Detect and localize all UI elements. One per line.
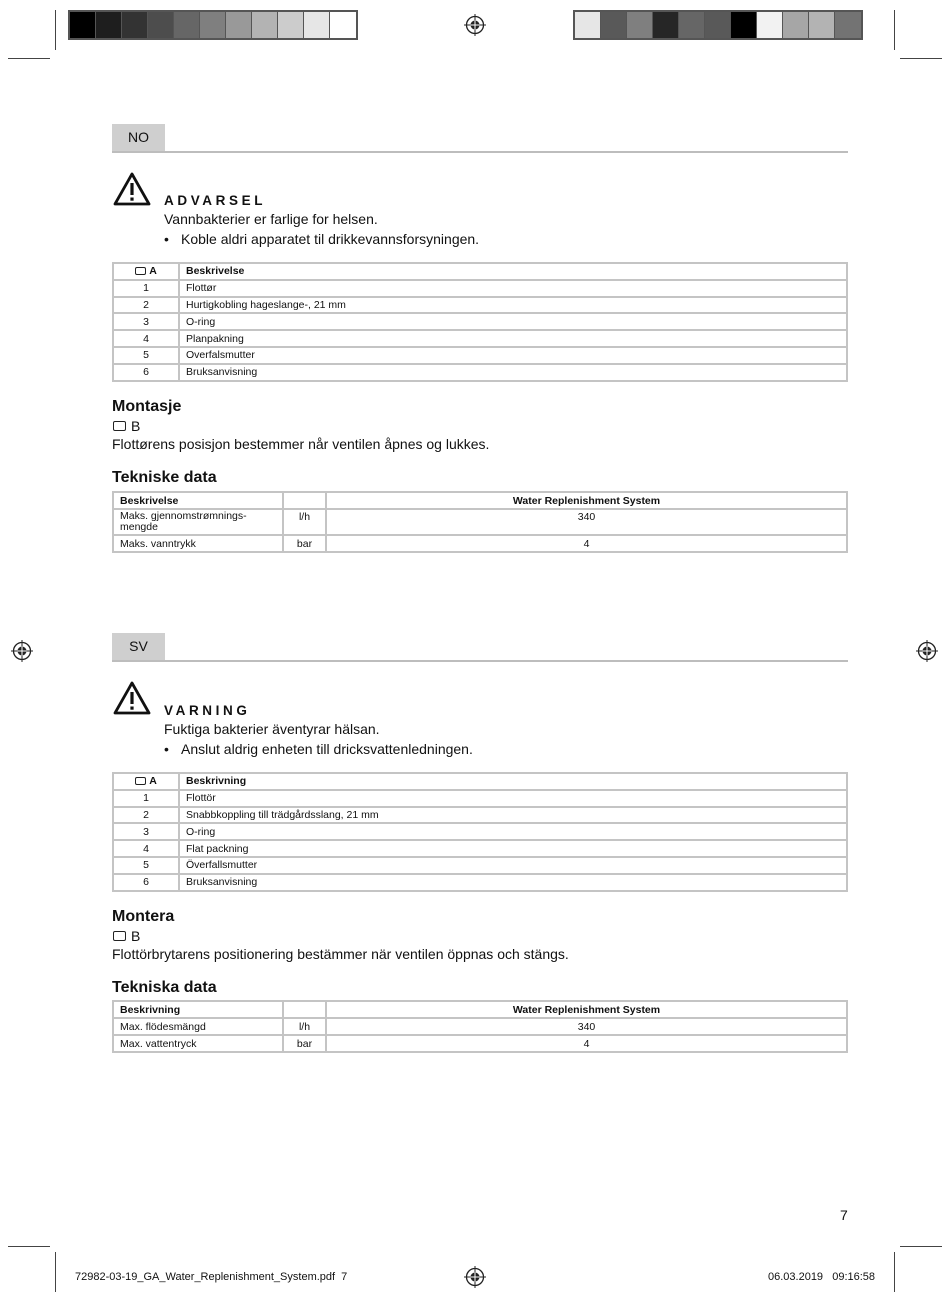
table-row: 3 O-ring [113,823,847,840]
tech-data-table [112,1000,848,1053]
color-swatch [575,12,601,38]
crop-mark [900,58,942,59]
color-swatch [252,12,278,38]
registration-mark-icon [11,640,33,662]
section-title-tech: Tekniske data [112,469,217,486]
color-swatch [122,12,148,38]
tech-data-table [112,491,848,553]
crop-mark [894,10,895,50]
warning-text: Vannbakterier er farlige for helsen. [164,211,378,227]
color-swatch [653,12,679,38]
color-swatch [304,12,330,38]
table-row: 2 Hurtigkobling hageslange-, 21 mm [113,297,847,314]
warning-bullet: • Koble aldri apparatet til drikkevannsforsyningen. [164,231,480,247]
table-row: 1 Flottør [113,280,847,297]
table-row: 4 Planpakning [113,330,847,347]
table-header-row [113,263,847,280]
table-row: Max. vattentryck bar 4 [113,1035,847,1052]
manual-icon [113,421,126,431]
table-row: Max. flödesmängd l/h 340 [113,1018,847,1035]
color-swatch [783,12,809,38]
section-title-assembly: Montasje [112,398,182,415]
table-header-row: Beskrivelse Water Replenishment System [113,492,847,509]
language-tab-no: NO [112,124,165,151]
color-swatch [278,12,304,38]
warning-bullet-text: Anslut aldrig enheten till dricksvattenledningen. [181,741,473,757]
figure-reference: B [113,928,140,944]
table-header-row: Beskrivning Water Replenishment System [113,1001,847,1018]
manual-icon [135,267,146,275]
table-row: 4 Flat packning [113,840,847,857]
registration-mark-icon [916,640,938,662]
table-row: 3 O-ring [113,313,847,330]
table-row: 2 Snabbkoppling till trädgårdsslang, 21 mm [113,807,847,824]
table-row: 5 Överfallsmutter [113,857,847,874]
color-swatch [330,12,356,38]
crop-mark [894,1252,895,1292]
section-title-assembly: Montera [112,908,175,925]
warning-title: ADVARSEL [164,193,267,208]
section-title-tech: Tekniska data [112,979,217,996]
color-swatch [679,12,705,38]
warning-bullet: • Anslut aldrig enheten till dricksvattenledningen. [164,741,473,757]
color-swatch [148,12,174,38]
registration-mark-icon [464,14,486,36]
language-tab-sv: SV [112,633,165,660]
language-header-sv [112,633,848,662]
color-swatch [731,12,757,38]
crop-mark [55,1252,56,1292]
assembly-text: Flottørens posisjon bestemmer når ventilen åpnes og lukkes. [112,436,490,452]
table-header-ref: A [113,263,179,280]
color-swatch [200,12,226,38]
language-header-no [112,124,848,153]
manual-icon [113,931,126,941]
table-header-desc: Beskrivning [179,773,847,790]
color-bar-right [573,10,863,40]
warning-text: Fuktiga bakterier äventyrar hälsan. [164,721,380,737]
table-header-desc: Beskrivelse [179,263,847,280]
warning-icon [113,681,151,715]
color-swatch [96,12,122,38]
manual-icon [135,777,146,785]
table-row: Maks. gjennomstrømnings- mengde l/h 340 [113,509,847,535]
page-number: 7 [840,1207,848,1223]
warning-bullet-text: Koble aldri apparatet til drikkevannsforsyningen. [181,231,480,247]
parts-table [112,772,848,892]
table-row: 6 Bruksanvisning [113,874,847,891]
color-swatch [601,12,627,38]
table-header-ref: A [113,773,179,790]
registration-mark-icon [464,1266,486,1288]
crop-mark [8,58,50,59]
color-swatch [174,12,200,38]
color-swatch [757,12,783,38]
warning-title: VARNING [164,703,251,718]
figure-reference: B [113,418,140,434]
footer-filename: 72982-03-19_GA_Water_Replenishment_System.pdf 7 [75,1271,348,1283]
table-row: 1 Flottör [113,790,847,807]
color-swatch [627,12,653,38]
crop-mark [900,1246,942,1247]
color-bar-left [68,10,358,40]
color-swatch [705,12,731,38]
color-swatch [70,12,96,38]
parts-table [112,262,848,382]
color-swatch [809,12,835,38]
warning-icon [113,172,151,206]
table-row: Maks. vanntrykk bar 4 [113,535,847,552]
color-swatch [835,12,861,38]
color-swatch [226,12,252,38]
footer-timestamp: 06.03.2019 09:16:58 [768,1271,876,1283]
crop-mark [55,10,56,50]
assembly-text: Flottörbrytarens positionering bestämmer när ventilen öppnas och stängs. [112,946,569,962]
table-row: 6 Bruksanvisning [113,364,847,381]
table-header-row [113,773,847,790]
crop-mark [8,1246,50,1247]
table-row: 5 Overfalsmutter [113,347,847,364]
